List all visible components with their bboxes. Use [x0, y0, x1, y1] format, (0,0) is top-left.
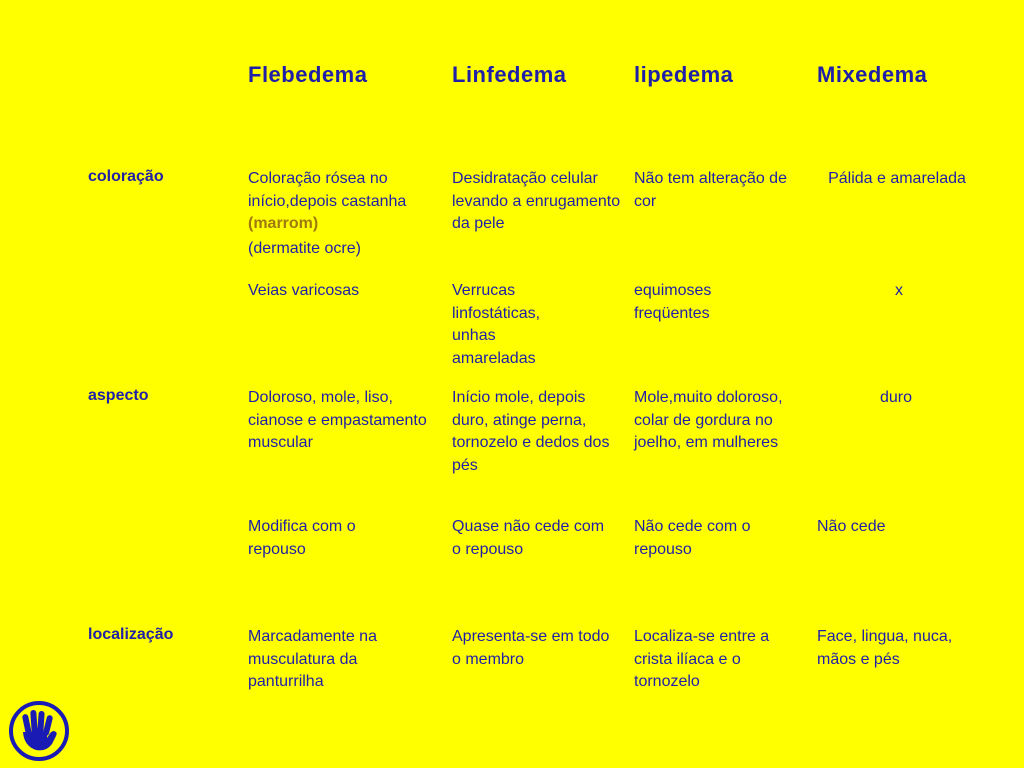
- header-flebedema: Flebedema: [248, 62, 368, 87]
- cell-coloracao-mixedema: Pálida e amarelada: [828, 170, 966, 187]
- cell-coloracao-flebedema: [248, 168, 438, 260]
- cell-aspecto-extra-mixedema: Não cede: [817, 518, 886, 535]
- cell-aspecto-extra-lipedema: Não cede com o repouso: [634, 518, 751, 558]
- cell-coloracao-flebedema-highlight: (marrom): [248, 215, 319, 232]
- header-mixedema: Mixedema: [817, 62, 928, 87]
- cell-coloracao-extra-mixedema: x: [895, 282, 903, 299]
- cell-coloracao-extra-flebedema: Veias varicosas: [248, 282, 360, 299]
- header-linfedema: Linfedema: [452, 62, 567, 87]
- cell-localizacao-lipedema: Localiza-se entre a crista ilíaca e o tornozelo: [634, 628, 770, 690]
- cell-aspecto-extra-flebedema: Modifica com o repouso: [248, 518, 356, 558]
- row-label-coloracao: coloração: [88, 168, 164, 185]
- cell-coloracao-linfedema: Desidratação celular levando a enrugamento da pele: [452, 170, 621, 232]
- cell-localizacao-flebedema: Marcadamente na musculatura da panturrilha: [248, 628, 377, 690]
- cell-aspecto-mixedema: duro: [879, 389, 913, 406]
- row-label-aspecto: aspecto: [88, 387, 149, 404]
- cell-aspecto-flebedema: Doloroso, mole, liso, cianose e empastamento muscular: [248, 389, 427, 451]
- row-label-localizacao: localização: [88, 626, 174, 643]
- cell-aspecto-lipedema: Mole,muito doloroso, colar de gordura no joelho, em mulheres: [634, 389, 783, 451]
- cell-aspecto-extra-linfedema: Quase não cede com o repouso: [452, 518, 605, 558]
- hand-icon: [8, 700, 70, 762]
- cell-localizacao-mixedema: Face, lingua, nuca, mãos e pés: [817, 628, 953, 668]
- header-lipedema: lipedema: [634, 62, 734, 87]
- cell-localizacao-linfedema: Apresenta-se em todo o membro: [452, 628, 610, 668]
- cell-coloracao-extra-linfedema: Verrucas linfostáticas, unhas amareladas: [452, 282, 541, 367]
- cell-aspecto-linfedema: Início mole, depois duro, atinge perna, tornozelo e dedos dos pés: [452, 389, 610, 474]
- cell-coloracao-extra-lipedema: equimoses freqüentes: [634, 282, 712, 322]
- cell-coloracao-flebedema-note: (dermatite ocre): [248, 239, 361, 257]
- cell-coloracao-lipedema: Não tem alteração de cor: [634, 170, 787, 210]
- cell-coloracao-flebedema-text: Coloração rósea no início,depois castanha: [248, 170, 407, 210]
